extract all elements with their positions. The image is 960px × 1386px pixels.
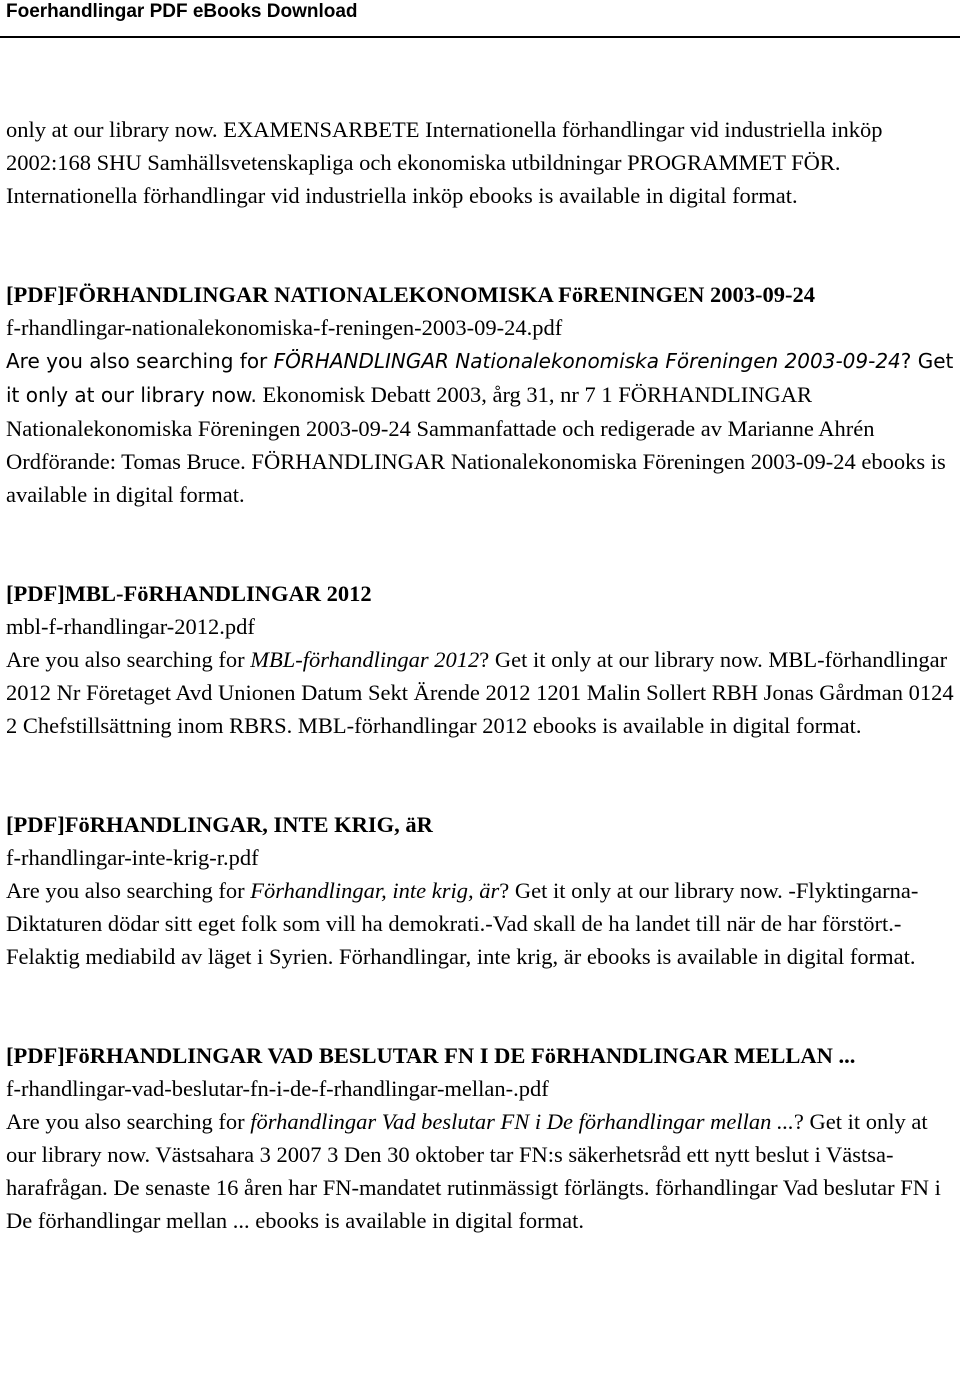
entry-description-text: Ekonomisk Debatt 2003, årg 31, nr 7 1 FÖRHANDLINGAR Nationalekonomiska Föreningen 2003-09-24 Sammanfattade och redigerade av Marianne Ahrén Ordförande: Tomas Bruce. FÖRHANDLINGAR Nationalekonomiska Föreningen 2003-09-24 ebooks is available in digital format.: [6, 382, 946, 507]
search-prompt-suffix: ? Get it only at our library now.: [6, 1109, 928, 1167]
search-prompt-title: FÖRHANDLINGAR Nationalekonomiska Föreningen 2003-09-24: [273, 349, 901, 373]
page-header-title: Foerhandlingar PDF eBooks Download: [6, 1, 358, 22]
search-prompt-title: MBL-förhandlingar 2012: [250, 647, 480, 672]
entry-filename: mbl-f-rhandlingar-2012.pdf: [6, 614, 255, 639]
search-prompt-title: Förhandlingar, inte krig, är: [250, 878, 500, 903]
entry-description: [6, 874, 956, 973]
entry-description: [6, 643, 956, 742]
entry-description: [6, 344, 956, 511]
search-prompt-prefix: Are you also searching for: [6, 878, 251, 903]
entry-title[interactable]: [PDF]FöRHANDLINGAR VAD BESLUTAR FN I DE FöRHANDLINGAR MELLAN ...: [6, 1043, 856, 1068]
entry-description: [6, 1105, 956, 1237]
result-entry: [6, 577, 956, 742]
search-prompt-prefix: Are you also searching for: [6, 1109, 251, 1134]
entry-filename: f-rhandlingar-vad-beslutar-fn-i-de-f-rhandlingar-mellan-.pdf: [6, 1076, 549, 1101]
search-prompt-prefix: Are you also searching for: [6, 647, 251, 672]
entry-title[interactable]: [PDF]FöRHANDLINGAR, INTE KRIG, äR: [6, 812, 433, 837]
search-prompt-suffix: ? Get it only at our library now.: [499, 878, 783, 903]
entry-description-text: MBL-förhandlingar 2012 Nr Företaget Avd Unionen Datum Sekt Ärende 2012 1201 Malin Sollert RBH Jonas Gårdman 0124 2 Chefstillsättning inom RBRS. MBL-förhandlingar 2012 ebooks is available in digital format.: [6, 647, 954, 738]
intro-paragraph: only at our library now. EXAMENSARBETE Internationella förhandlingar vid industriella inköp 2002:168 SHU Samhällsvetenskapliga och ekonomiska utbildningar PROGRAMMET FÖR. Internationella förhandlingar vid industriella inköp ebooks is available in digital format.: [6, 117, 883, 208]
result-entry: [6, 1039, 956, 1237]
entry-description-text: Västsahara 3 2007 3 Den 30 oktober tar FN:s säkerhetsråd ett nytt beslut i Västsa-harafrågan. De senaste 16 åren har FN-mandatet rutinmässigt förlängts. förhandlingar Vad beslutar FN i De förhandlingar mellan ... ebooks is available in digital format.: [6, 1142, 941, 1233]
result-entry: [6, 808, 956, 973]
document-content: [6, 113, 956, 1237]
entry-filename: f-rhandlingar-nationalekonomiska-f-reningen-2003-09-24.pdf: [6, 315, 563, 340]
result-entry: [6, 278, 956, 511]
header-divider: [0, 36, 960, 38]
search-prompt-title: förhandlingar Vad beslutar FN i De förhandlingar mellan ...: [250, 1109, 794, 1134]
entry-description-text: -Flyktingarna-Diktaturen dödar sitt eget folk som vill ha demokrati.-Vad skall de ha landet till när de har förstört.-Felaktig mediabild av läget i Syrien. Förhandlingar, inte krig, är ebooks is available in digital format.: [6, 878, 919, 969]
entry-title[interactable]: [PDF]MBL-FöRHANDLINGAR 2012: [6, 581, 372, 606]
search-prompt-suffix: ? Get it only at our library now.: [6, 349, 954, 407]
entry-filename: f-rhandlingar-inte-krig-r.pdf: [6, 845, 259, 870]
entry-title[interactable]: [PDF]FÖRHANDLINGAR NATIONALEKONOMISKA FöRENINGEN 2003-09-24: [6, 282, 815, 307]
search-prompt-prefix: Are you also searching for: [6, 349, 274, 373]
search-prompt-suffix: ? Get it only at our library now.: [479, 647, 763, 672]
